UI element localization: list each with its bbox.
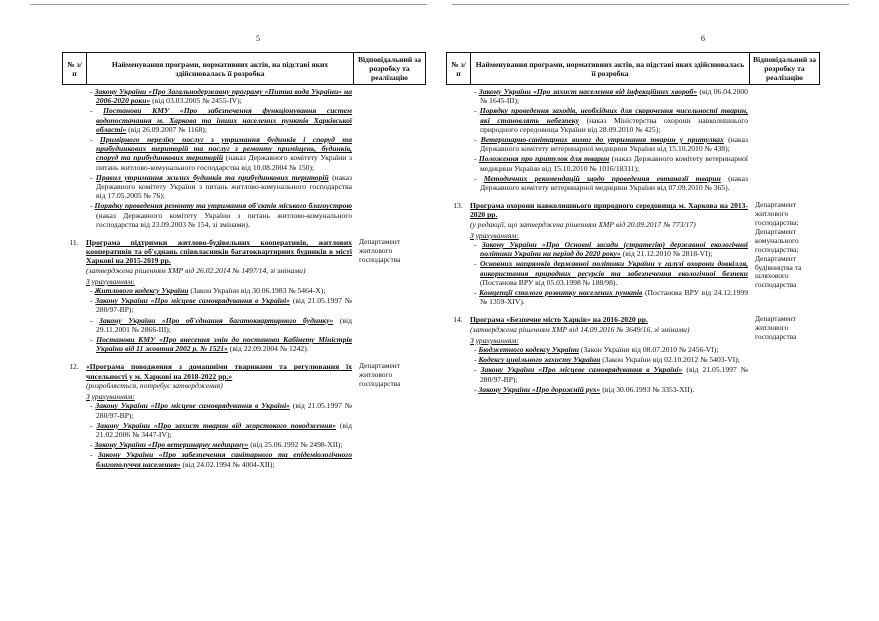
list-item: - Порядку проведення заходів, необхідних для скорочення чисельності тварин, які становлять небезпеку (наказ Міністерства охорони навколишнього природного середовища України від 28.09.2010 № 425);: [474, 106, 749, 134]
law-reference: Закону України «Про захист населення від інфекційних хвороб»: [478, 87, 698, 96]
law-reference: Закону України «Про захист тварин від жорстокого поводження»: [96, 420, 337, 430]
law-reference: Постанови КМУ «Про забезпечення функціонування систем водопостачання м. Харкова та інших населених пунктів Харківської області»: [96, 106, 352, 134]
list-item: - Положення про притулок для тварин (наказ Державного комітету ветеринарної медицини України від 15.10.2010 № 1016/18311);: [474, 154, 748, 173]
responsible-department: Департамент житлового господарства; Департамент комунального господарства; Департамент будівництва та шляхового господарства: [755, 200, 802, 290]
row-number: 14.: [453, 315, 463, 325]
law-reference: Примірного переліку послуг з утримання будинків і споруд та прибудинкових територій та послуг з ремонту приміщень, будинків, споруд та прибудинкових територій: [96, 135, 352, 163]
list-item: - Закону України «Про забезпечення санітарного та епідеміологічного благополуччя населення» (від 24.02.1994 № 4004-XII);: [90, 450, 352, 469]
row-spacer: [446, 193, 820, 199]
table-row-continued: [62, 87, 426, 230]
top-edge-line: [452, 4, 849, 5]
program-cell: [470, 201, 752, 307]
table-row: [62, 362, 426, 469]
page-number: 5: [256, 34, 260, 43]
table-row-continued: [446, 87, 820, 193]
considering-label: З урахуванням:: [470, 230, 519, 240]
table-left: [62, 52, 426, 470]
law-details: (від 30.06.1993 № 3353-XII).: [600, 384, 695, 394]
top-edge-line: [30, 4, 427, 5]
header-num: № з/п: [63, 53, 87, 85]
table-row: [446, 201, 820, 307]
table-header: [62, 52, 426, 85]
responsible-department: Департамент житлового господарства: [359, 361, 401, 389]
law-details: (від 29.11.2001 № 2866-III);: [96, 315, 352, 334]
row-number: 13.: [453, 201, 463, 211]
list-item: - Постанови КМУ «Про забезпечення функціонування систем водопостачання м. Харкова та інших населених пунктів Харківської області» (від 26.09.2007 № 1168);: [90, 106, 352, 134]
law-details: (від 03.03.2005 № 2455-IV);: [150, 96, 242, 106]
header-responsible: Відповідальний за розробку та реалізацію: [750, 53, 820, 85]
program-title: Програма охорони навколишнього природного середовища м. Харкова на 2013-2020 рр.: [470, 201, 748, 220]
table-header: [446, 52, 820, 85]
law-reference: Постанови КМУ «Про внесення змін до постанови Кабінету Міністрів України від 11 жовтня 2002 р. № 1521»: [96, 335, 352, 354]
page-number: 6: [701, 34, 705, 43]
responsible-department: Департамент житлового господарства: [755, 314, 797, 342]
page-left: [0, 0, 439, 621]
list-item: - Примірного переліку послуг з утримання будинків і споруд та прибудинкових територій та послуг з ремонту приміщень, будинків, споруд та прибудинкових територій (наказ Державного комітету України з питань житлово-комунального господарства від 10.08.2004 № 150);: [90, 135, 352, 172]
law-reference: Закону України «Про Основні засади (стратегію) державної екологічної політики України на період до 2020 року»: [480, 240, 748, 259]
responsible-department: Департамент житлового господарства: [359, 237, 401, 264]
law-reference: Закону України «Про місцеве самоврядування в Україні»: [480, 365, 683, 375]
law-details: (Закон України від 30.06.1983 № 5464-Х);: [188, 286, 326, 296]
law-reference: Ветеринарно-санітарних вимог до утримання тварин у притулках: [480, 135, 724, 145]
law-details: (від 26.09.2007 № 1168);: [126, 124, 207, 134]
row-number: 11.: [69, 238, 79, 248]
program-cell: [470, 315, 752, 395]
law-reference: Кодексу цивільного захисту України: [478, 355, 601, 365]
law-reference: Основних напрямків державної політики України у галузі охорони довкілля, використання природних ресурсів та забезпечення екологічної безпеки: [479, 259, 749, 278]
program-title: «Програма поводження з домашніми тваринами та регулювання їх чисельності у м. Харкові на 2018-2022 рр.»: [86, 362, 352, 381]
program-approval: (затверджена рішенням ХМР від 26.02.2014 № 1497/14, зі змінами): [86, 265, 306, 275]
law-reference: Закону України «Про місцеве самоврядування в Україні»: [95, 401, 290, 411]
list-item: - Закону України «Про дорожній рух» (від 30.06.1993 № 3353-XII).: [474, 384, 695, 394]
law-reference: Закону України «Про ветеринарну медицину»: [94, 440, 249, 450]
table-body: [446, 87, 820, 395]
continued-list: [470, 87, 752, 193]
list-item: - Закону України «Про Загальнодержавну програму «Питна вода України» на 2006-2020 роки» (від 03.03.2005 № 2455-IV);: [90, 87, 352, 106]
header-responsible: Відповідальний за розробку та реалізацію: [354, 53, 426, 85]
row-spacer: [62, 354, 426, 360]
list-item: - Закону України «Про ветеринарну медицину» (від 25.06.1992 № 2498-XII);: [90, 440, 343, 450]
header-name: Найменування програми, нормативних актів, на підставі яких здійснювалась її розробка: [471, 53, 750, 85]
law-details: (від 21.05.1997 № 280/97-ВР);: [96, 296, 352, 315]
row-spacer: [446, 307, 820, 313]
program-approval: (розробляється, потребує затвердження): [86, 380, 223, 390]
list-item: - Кодексу цивільного захисту України (Закон України від 02.10.2012 № 5403-VI);: [474, 355, 740, 365]
law-details: (наказ Державного комітету ветеринарної медицини України від 15.10.2010 № 438);: [480, 135, 748, 154]
law-reference: Методичних рекомендацій щодо проведення евтаназії тварин: [483, 173, 721, 183]
list-item: - Концепції сталого розвитку населених пунктів (Постанова ВРУ від 24.12.1999 № 1359-XIV).: [474, 288, 748, 307]
law-details: (наказ Державного комітету ветеринарної медицини України від 07.09.2010 № 365).: [480, 173, 748, 193]
list-item: - Методичних рекомендацій щодо проведення евтаназії тварин (наказ Державного комітету ветеринарної медицини України від 07.09.2010 № 365).: [474, 173, 748, 193]
row-spacer: [62, 230, 426, 236]
law-reference: Порядку проведення ремонту та утримання об'єктів міського благоустрою: [94, 201, 352, 211]
program-cell: [86, 362, 356, 469]
list-item: - Закону України «Про Основні засади (стратегію) державної екологічної політики України на період до 2020 року» (від 21.12.2010 № 2818-VI);: [474, 240, 748, 259]
considering-label: З урахуванням:: [86, 276, 135, 286]
law-reference: Концепції сталого розвитку населених пунктів: [479, 288, 643, 298]
law-details: (наказ Державного комітету України з питань житлово-комунального господарства від 23.09.2003 № 154, зі змінами).: [96, 210, 352, 229]
law-details: (від 21.05.1997 № 280/97-ВР);: [480, 365, 749, 384]
law-details: (Постанова ВРУ від 24.12.1999 № 1359-XIV).: [480, 288, 748, 307]
list-item: - Закону України «Про об'єднання багатоквартирного будинку» (від 29.11.2001 № 2866-III);: [90, 315, 352, 334]
table-row: [446, 315, 820, 395]
law-details: (Закон України від 02.10.2012 № 5403-VI);: [600, 355, 740, 365]
law-reference: Правил утримання жилих будинків та прибудинкових територій: [95, 172, 329, 182]
law-details: (від 24.02.1994 № 4004-XII);: [180, 459, 275, 469]
list-item: - Порядку проведення ремонту та утримання об'єктів міського благоустрою (наказ Державного комітету України з питань житлово-комунального господарства від 23.09.2003 № 154, зі змінами).: [90, 201, 352, 229]
considering-label: З урахуванням:: [470, 335, 519, 345]
law-details: (Постанова ВРУ від 05.03.1998 № 188/98).: [480, 277, 618, 287]
table-body: [62, 87, 426, 470]
list-item: - Основних напрямків державної політики України у галузі охорони довкілля, використання природних ресурсів та забезпечення екологічної безпеки (Постанова ВРУ від 05.03.1998 № 188/98).: [474, 259, 749, 287]
law-reference: Порядку проведення заходів, необхідних для скорочення чисельності тварин, які становлять небезпеку: [479, 106, 748, 125]
page-right: [440, 0, 879, 621]
law-details: (від 21.12.2010 № 2818-VI);: [620, 249, 713, 259]
header-name: Найменування програми, нормативних актів, на підставі яких здійснювалась її розробка: [87, 53, 354, 85]
list-item: - Закону України «Про місцеве самоврядування в Україні» (від 21.05.1997 № 280/97-ВР);: [90, 296, 352, 315]
header-num: № з/п: [447, 53, 471, 85]
program-approval: (затверджена рішенням ХМР від 14.09.2016 № 3649/16, зі змінами): [470, 324, 690, 334]
law-details: (від 21.02.2006 № 3447-IV);: [96, 420, 352, 439]
table-right: [446, 52, 820, 395]
law-reference: Положення про притулок для тварин: [478, 154, 610, 164]
law-reference: Бюджетного кодексу України: [478, 345, 580, 355]
law-details: (Закон України від 08.07.2010 № 2456-VI);: [579, 345, 719, 355]
law-details: (від 06.04.2000 № 1645-III);: [480, 87, 748, 106]
law-reference: Закону України «Про місцеве самоврядування в Україні»: [95, 296, 290, 306]
list-item: - Правил утримання жилих будинків та прибудинкових територій (наказ Державного комітету України з питань житлово-комунального господарства від 17.05.2005 № 76);: [90, 172, 353, 201]
law-details: (наказ Державного комітету України з питань житлово-комунального господарства від 10.08.2004 № 150);: [96, 153, 352, 172]
law-reference: Закону України «Про дорожній рух»: [478, 384, 601, 394]
law-details: (від 22.09.2004 № 1242).: [227, 344, 309, 354]
law-reference: Закону України «Про об'єднання багатоквартирного будинку»: [99, 315, 334, 325]
program-title: Програма «Безпечне місто Харків» на 2016-2020 рр.: [470, 315, 648, 325]
law-details: (від 21.05.1997 № 280/97-ВР);: [96, 401, 352, 420]
law-details: (від 25.06.1992 № 2498-XII);: [248, 440, 343, 450]
law-reference: Закону України «Про Загальнодержавну програму «Питна вода України» на 2006-2020 роки»: [94, 87, 352, 106]
law-reference: Житлового кодексу України: [94, 286, 189, 296]
list-item: - Закону України «Про місцеве самоврядування в Україні» (від 21.05.1997 № 280/97-ВР);: [90, 401, 352, 420]
list-item: - Закону України «Про захист населення від інфекційних хвороб» (від 06.04.2000 № 1645-III);: [474, 87, 748, 106]
program-approval: (у редакції, що затверджена рішенням ХМР від 20.09.2017 № 773/17): [470, 219, 696, 229]
program-title: Програма підтримки житлово-будівельних кооперативів, житлових кооперативів та об'єднань співвласників багатоквартирних будинків в місті Харкові на 2015-2019 рр.: [86, 238, 352, 266]
program-cell: [86, 238, 356, 354]
list-item: - Постанови КМУ «Про внесення змін до постанови Кабінету Міністрів України від 11 жовтня 2002 р. № 1521» (від 22.09.2004 № 1242).: [90, 335, 352, 354]
list-item: - Закону України «Про місцеве самоврядування в Україні» (від 21.05.1997 № 280/97-ВР);: [474, 365, 749, 384]
list-item: - Ветеринарно-санітарних вимог до утримання тварин у притулках (наказ Державного комітету ветеринарної медицини України від 15.10.2010 № 438);: [474, 135, 748, 154]
considering-label: З урахуванням:: [86, 392, 135, 402]
list-item: - Закону України «Про захист тварин від жорстокого поводження» (від 21.02.2006 № 3447-IV);: [90, 420, 352, 439]
list-item: - Бюджетного кодексу України (Закон України від 08.07.2010 № 2456-VI);: [474, 345, 719, 355]
list-item: - Житлового кодексу України (Закон України від 30.06.1983 № 5464-Х);: [90, 286, 326, 296]
law-details: (наказ Міністерства охорони навколишнього природного середовища України від 28.09.2010 № 425);: [480, 115, 749, 134]
table-row: [62, 238, 426, 354]
law-details: (наказ Державного комітету України з питань житлово-комунального господарства від 17.05.2005 № 76);: [96, 172, 353, 201]
continued-list: [86, 87, 356, 230]
law-details: (наказ Державного комітету ветеринарної медицини України від 15.10.2010 № 1016/18311);: [480, 154, 748, 173]
row-number: 12.: [69, 362, 79, 372]
law-reference: Закону України «Про забезпечення санітарного та епідеміологічного благополуччя населення»: [96, 450, 352, 469]
